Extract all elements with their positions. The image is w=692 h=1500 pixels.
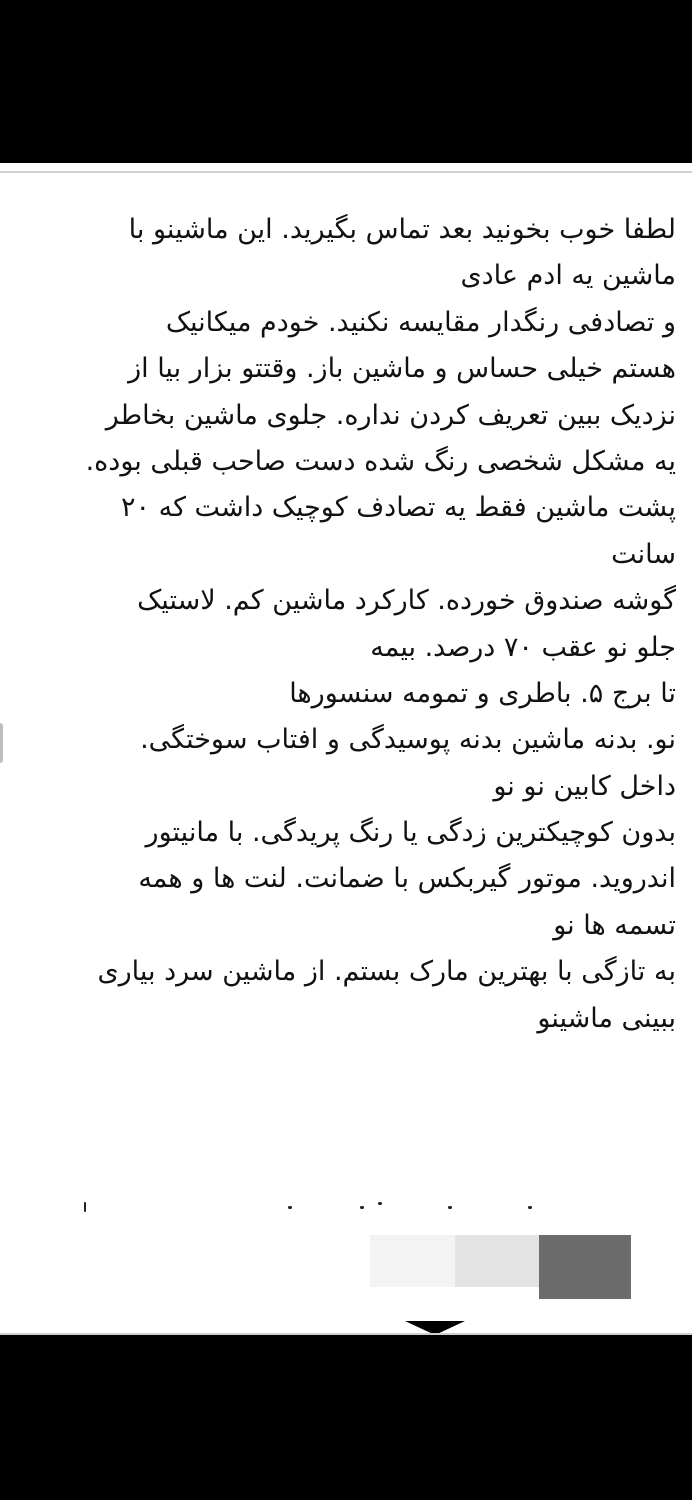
description-panel[interactable] — [0, 163, 692, 1335]
description-line: ماشین یه ادم عادی — [460, 260, 676, 292]
cropped-image-dark — [539, 1235, 631, 1299]
cropped-text-line — [72, 1200, 592, 1224]
description-line: جلو نو عقب ۷۰ درصد. بیمه — [370, 631, 676, 663]
top-divider — [0, 171, 692, 173]
scroll-handle[interactable] — [0, 723, 3, 763]
description-line: پشت ماشین فقط یه تصادف کوچیک داشت که ۲۰ — [121, 492, 676, 524]
ad-description — [76, 207, 676, 1042]
description-line: به تازگی با بهترین مارک بستم. از ماشین سرد بیاری — [97, 956, 676, 988]
cropped-image-light — [455, 1235, 539, 1287]
description-line: تا برج ۵. باطری و تمومه سنسورها — [289, 677, 676, 709]
bottom-black-bar — [0, 1335, 692, 1500]
description-line: ببینی ماشینو — [537, 1002, 676, 1034]
description-line: بدون کوچیکترین زدگی یا رنگ پریدگی. با مانیتور — [145, 817, 676, 849]
description-line: تسمه ها نو — [553, 909, 676, 941]
description-line: اندروید. موتور گیربکس با ضمانت. لنت ها و همه — [138, 863, 676, 895]
description-line: لطفا خوب بخونید بعد تماس بگیرید. این ماشینو با — [128, 214, 676, 245]
description-line: هستم خیلی حساس و ماشین باز. وقتتو بزار بیا از — [128, 353, 676, 385]
description-line: یه مشکل شخصی رنگ شده دست صاحب قبلی بوده. — [85, 445, 676, 477]
description-line: نزدیک ببین تعریف کردن نداره. جلوی ماشین بخاطر — [105, 399, 676, 431]
cropped-image-fade — [370, 1235, 455, 1287]
description-line: سانت — [611, 538, 676, 570]
description-line: نو. بدنه ماشین بدنه پوسیدگی و افتاب سوختگی. — [140, 724, 676, 756]
description-line: داخل کابین نو نو — [493, 770, 676, 802]
description-line: و تصادفی رنگدار مقایسه نکنید. خودم میکانیک — [165, 306, 676, 338]
top-black-bar — [0, 0, 692, 163]
description-line: گوشه صندوق خورده. کارکرد ماشین کم. لاستیک — [137, 585, 676, 617]
